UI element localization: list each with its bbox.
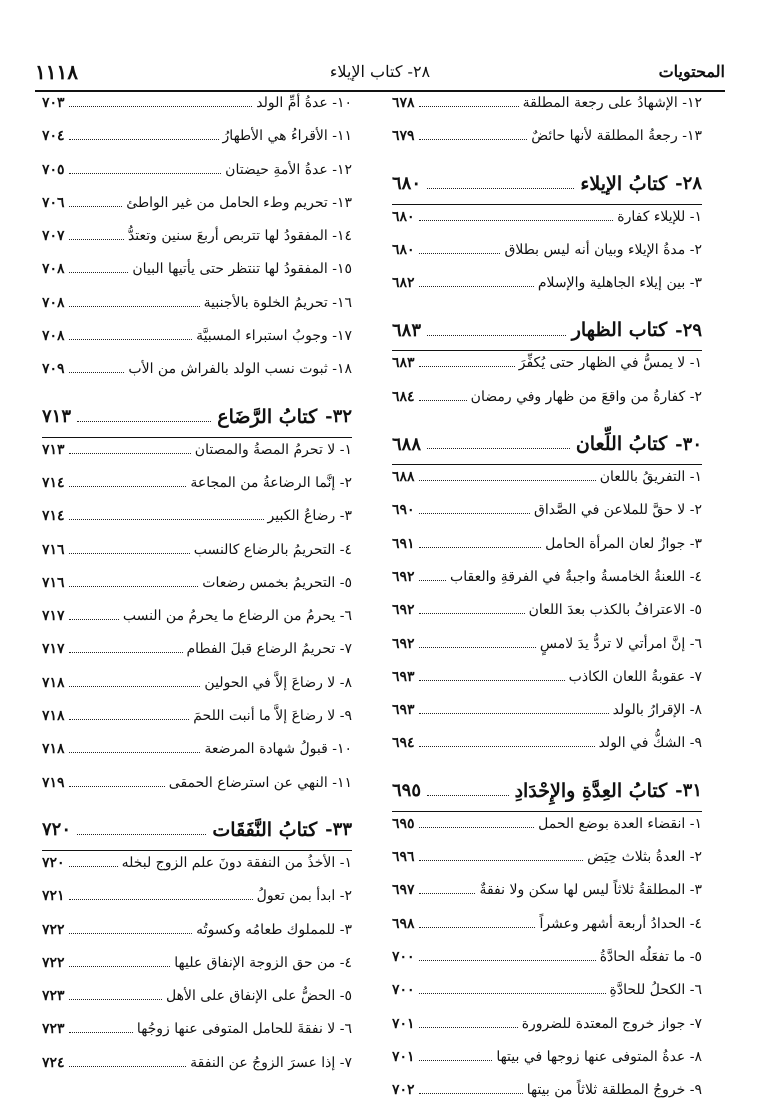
- dot-leader: [69, 891, 253, 900]
- chapter-title: كتابُ الإيلاء: [580, 172, 668, 195]
- dot-leader: [419, 572, 446, 581]
- toc-entry-page-number: ٦٩١: [392, 535, 415, 552]
- toc-entry-page-number: ٦٩٧: [392, 882, 415, 899]
- toc-entry[interactable]: [42, 955, 352, 988]
- toc-entry-title: ٢- إنَّما الرضاعةُ من المجاعة: [190, 474, 352, 491]
- toc-entry-page-number: ٧٢٤: [42, 1054, 65, 1071]
- chapter-number: ٣٣-: [325, 819, 352, 841]
- toc-entry-page-number: ٦٩٢: [392, 602, 415, 619]
- toc-entry-page-number: ٧١٨: [42, 674, 65, 691]
- toc-entry-title: ٩- خروجُ المطلقة ثلاثاً من بيتها: [526, 1082, 702, 1099]
- dot-leader: [419, 1085, 523, 1094]
- toc-entry-title: ١- لا تحرمُ المصةُ والمصتان: [194, 441, 352, 458]
- dot-leader: [419, 245, 501, 254]
- toc-entry-page-number: ٧٢٢: [42, 954, 65, 971]
- toc-entry-page-number: ٧٠٨: [42, 294, 65, 311]
- toc-entry-title: ٧- إذا عسرَ الزوجُ عن النفقة: [190, 1054, 352, 1071]
- toc-entry-title: ١٣- تحريم وطء الحامل من غير الواطئ: [126, 194, 352, 211]
- dot-leader: [69, 331, 193, 340]
- toc-entry-page-number: ٧٢٣: [42, 1021, 65, 1038]
- toc-entry[interactable]: [392, 1049, 702, 1082]
- dot-leader: [427, 439, 570, 450]
- toc-entry-page-number: ٦٩٨: [392, 915, 415, 932]
- toc-entry[interactable]: [42, 741, 352, 774]
- dot-leader: [419, 885, 476, 894]
- dot-leader: [419, 952, 596, 961]
- toc-entry[interactable]: [392, 469, 702, 502]
- toc-entry-title: ١٣- رجعةُ المطلقة لأنها حائضٌ: [531, 128, 702, 145]
- toc-entry-title: ١٤- المفقودُ لها تتربص أربعَ سنين وتعتدُّ: [127, 228, 352, 245]
- toc-entry-page-number: ٦٨٢: [392, 275, 415, 292]
- toc-entry-title: ٣- جوازُ لعان المرأة الحامل: [545, 535, 702, 552]
- toc-entry[interactable]: [392, 882, 702, 915]
- chapter-page-number: ٦٨٣: [392, 319, 422, 341]
- dot-leader: [69, 231, 124, 240]
- dot-leader: [69, 611, 119, 620]
- dot-leader: [69, 744, 201, 753]
- dot-leader: [419, 391, 467, 400]
- chapter-title: كتاب الظهار: [571, 319, 668, 342]
- dot-leader: [419, 852, 584, 861]
- toc-entry[interactable]: [392, 275, 702, 308]
- page-number: ١١١٨: [35, 60, 78, 84]
- dot-leader: [69, 677, 201, 686]
- toc-entry-title: ٥- الحضُّ على الإنفاق على الأهل: [165, 988, 352, 1005]
- toc-entry-page-number: ٧١٨: [42, 741, 65, 758]
- dot-leader: [69, 264, 129, 273]
- toc-entry-title: ٤- من حق الزوجة الإنفاق عليها: [174, 954, 352, 971]
- toc-entry[interactable]: [392, 916, 702, 949]
- toc-entry-page-number: ٦٩٣: [392, 668, 415, 685]
- dot-leader: [69, 577, 199, 586]
- dot-leader: [69, 1024, 133, 1033]
- dot-leader: [427, 325, 566, 336]
- toc-entry-title: ٢- لا حقَّ للملاعن في الصَّداق: [534, 502, 702, 519]
- dot-leader: [419, 538, 542, 547]
- toc-entry-page-number: ٧٠٣: [42, 95, 65, 111]
- toc-entry[interactable]: [42, 608, 352, 641]
- toc-entry-page-number: ٧٢٠: [42, 854, 65, 871]
- toc-entry-title: ٧- جواز خروج المعتدة للضرورة: [521, 1015, 702, 1032]
- dot-leader: [69, 131, 219, 140]
- toc-entry[interactable]: [392, 735, 702, 768]
- dot-leader: [69, 478, 187, 487]
- chapter-page-number: ٧٢٠: [42, 819, 72, 841]
- dot-leader: [69, 164, 222, 173]
- toc-entry-title: ٣- المطلقةُ ثلاثاً ليس لها سكن ولا نفقةٌ: [479, 882, 702, 899]
- toc-entry-page-number: ٧٢٣: [42, 988, 65, 1005]
- toc-entry[interactable]: [392, 669, 702, 702]
- chapter-number: ٣٠-: [675, 433, 702, 455]
- toc-entry-page-number: ٧٠٥: [42, 161, 65, 178]
- toc-entry-title: ٥- التحريمُ بخمس رضعات: [202, 574, 352, 591]
- toc-entry-title: ٧- تحريمُ الرضاع قبلَ الفطام: [186, 641, 352, 658]
- dot-leader: [419, 278, 534, 287]
- toc-entry[interactable]: [42, 195, 352, 228]
- toc-entry[interactable]: [42, 261, 352, 294]
- toc-entry[interactable]: [42, 95, 352, 128]
- dot-leader: [419, 1051, 493, 1060]
- toc-entry[interactable]: [42, 575, 352, 608]
- toc-entry-title: ٢- العدةُ بثلاث حِيَض: [587, 849, 702, 866]
- toc-entry-title: ٨- عدةُ المتوفى عنها زوجها في بيتها: [496, 1048, 702, 1065]
- dot-leader: [69, 924, 193, 933]
- chapter-number: ٢٨-: [675, 173, 702, 195]
- toc-entry-title: ٥- ما تفعَلُه الحادَّةُ: [599, 948, 702, 965]
- toc-entry-page-number: ٧١٨: [42, 708, 65, 725]
- toc-entry-page-number: ٧٠٨: [42, 261, 65, 278]
- dot-leader: [419, 605, 525, 614]
- dot-leader: [419, 358, 515, 367]
- dot-leader: [77, 825, 206, 836]
- chapter-heading[interactable]: [392, 164, 702, 205]
- toc-entry-page-number: ٧٠٧: [42, 228, 65, 245]
- chapter-title: كتابُ العِدَّةِ والإِحْدَادِ: [514, 779, 668, 802]
- toc-entry-title: ٢- ابدأ بمن تعولُ: [256, 888, 352, 905]
- running-chapter-title: ٢٨- كتاب الإيلاء: [329, 62, 431, 81]
- toc-entry-title: ١٢- الإشهادُ على رجعة المطلقة: [522, 95, 702, 111]
- toc-entry[interactable]: [392, 242, 702, 275]
- dot-leader: [69, 991, 162, 1000]
- chapter-page-number: ٦٨٠: [392, 173, 422, 195]
- toc-entry-title: ١- للإيلاء كفارة: [617, 208, 702, 225]
- toc-entry-title: ١- التفريقُ باللعان: [599, 469, 702, 486]
- toc-entry-page-number: ٦٩٥: [392, 815, 415, 832]
- dot-leader: [69, 198, 123, 207]
- toc-entry-title: ٨- لا رضاعَ إلاَّ في الحولين: [204, 674, 352, 691]
- toc-entry[interactable]: [42, 675, 352, 708]
- toc-entry-title: ٦- إنَّ امرأتي لا تردُّ يدَ لامسٍ: [539, 635, 702, 652]
- toc-entry[interactable]: [42, 855, 352, 888]
- toc-entry[interactable]: [392, 702, 702, 735]
- toc-entry-title: ٣- رضاعُ الكبير: [267, 508, 352, 525]
- toc-entry[interactable]: [42, 228, 352, 261]
- toc-entry[interactable]: [392, 1082, 702, 1115]
- toc-entry-title: ٥- الاعترافُ بالكذب بعدَ اللعان: [528, 602, 702, 619]
- toc-entry-title: ١- لا يمسُّ في الظهار حتى يُكفِّرَ: [518, 355, 702, 372]
- toc-entry-page-number: ٦٨٠: [392, 241, 415, 258]
- toc-entry[interactable]: [392, 949, 702, 982]
- dot-leader: [419, 671, 565, 680]
- toc-entry-page-number: ٧٠٨: [42, 328, 65, 345]
- section-title: المحتويات: [658, 62, 725, 81]
- toc-entry-title: ١٨- ثبوت نسب الولد بالفراش من الأب: [128, 361, 352, 378]
- toc-entry[interactable]: [42, 641, 352, 674]
- toc-entry-page-number: ٦٩٣: [392, 702, 415, 719]
- toc-entry[interactable]: [392, 209, 702, 242]
- toc-entry-title: ١٢- عدةُ الأمةِ حيضتان: [225, 161, 352, 178]
- toc-entry-page-number: ٧٢٢: [42, 921, 65, 938]
- toc-entry-title: ٩- الشكُّ في الولد: [598, 735, 702, 752]
- toc-entry-title: ٩- لا رضاعَ إلاَّ ما أنبت اللحمَ: [193, 708, 352, 725]
- toc-entry-title: ٨- الإقرارُ بالولد: [612, 702, 702, 719]
- dot-leader: [419, 705, 609, 714]
- chapter-heading[interactable]: [42, 810, 352, 851]
- dot-leader: [69, 711, 190, 720]
- dot-leader: [69, 511, 264, 520]
- dot-leader: [427, 178, 574, 189]
- dot-leader: [419, 738, 595, 747]
- toc-entry[interactable]: [42, 1055, 352, 1088]
- toc-entry-title: ١٥- المفقودُ لها تنتظر حتى يأتيها البيان: [132, 261, 352, 278]
- toc-entry-page-number: ٦٨٣: [392, 355, 415, 372]
- toc-entry-title: ٦- الكحلُ للحادَّةِ: [609, 982, 702, 999]
- toc-entry-title: ١٦- تحريمُ الخلوة بالأجنبية: [203, 294, 352, 311]
- toc-entry[interactable]: [42, 361, 352, 394]
- toc-entry[interactable]: [392, 389, 702, 422]
- page-header: [35, 60, 725, 92]
- toc-entry[interactable]: [392, 849, 702, 882]
- chapter-page-number: ٦٩٥: [392, 780, 422, 802]
- toc-entry[interactable]: [392, 1016, 702, 1049]
- toc-entry-page-number: ٧١٧: [42, 641, 65, 658]
- toc-entry-page-number: ٧١٤: [42, 474, 65, 491]
- toc-entry[interactable]: [42, 475, 352, 508]
- toc-entry[interactable]: [392, 355, 702, 388]
- dot-leader: [419, 98, 519, 107]
- toc-entry[interactable]: [42, 162, 352, 195]
- toc-entry[interactable]: [42, 128, 352, 161]
- toc-column-right: [392, 95, 702, 1115]
- dot-leader: [69, 957, 171, 966]
- toc-entry-title: ٢- كفارةُ من واقعَ من ظهار وفي رمضان: [470, 388, 702, 405]
- chapter-number: ٢٩-: [675, 319, 702, 341]
- toc-entry-title: ١٠- قبولُ شهادة المرضعة: [204, 741, 352, 758]
- toc-entry-title: ٣- بين إيلاء الجاهلية والإسلام: [537, 275, 702, 292]
- dot-leader: [77, 411, 211, 422]
- chapter-number: ٣٢-: [325, 406, 352, 428]
- toc-entry-title: ١٠- عدةُ أمِّ الولد: [256, 95, 352, 111]
- toc-entry[interactable]: [42, 328, 352, 361]
- dot-leader: [419, 918, 536, 927]
- toc-entry[interactable]: [392, 502, 702, 535]
- toc-entry-title: ٣- للمملوك طعامُه وكسوتُه: [196, 921, 352, 938]
- toc-entry-title: ٤- اللعنةُ الخامسةُ واجبةٌ في الفرقةِ والعقاب: [450, 568, 702, 585]
- dot-leader: [69, 858, 118, 867]
- toc-entry-title: ٧- عقوبةُ اللعان الكاذب: [568, 668, 702, 685]
- chapter-heading[interactable]: [42, 397, 352, 438]
- toc-entry-page-number: ٦٩٢: [392, 635, 415, 652]
- toc-entry-page-number: ٧٢١: [42, 888, 65, 905]
- toc-entry[interactable]: [392, 569, 702, 602]
- toc-entry-page-number: ٦٨٤: [392, 388, 415, 405]
- chapter-heading[interactable]: [392, 771, 702, 812]
- dot-leader: [419, 985, 606, 994]
- dot-leader: [419, 131, 528, 140]
- toc-entry-title: ٦- يحرمُ من الرضاع ما يحرمُ من النسب: [122, 608, 352, 625]
- toc-entry[interactable]: [42, 442, 352, 475]
- toc-entry[interactable]: [42, 988, 352, 1021]
- toc-entry-page-number: ٧١٧: [42, 608, 65, 625]
- toc-entry-page-number: ٧٠٢: [392, 1082, 415, 1099]
- toc-entry-page-number: ٧٠١: [392, 1048, 415, 1065]
- toc-entry-page-number: ٧٠٠: [392, 982, 415, 999]
- toc-entry-page-number: ٧٠٦: [42, 194, 65, 211]
- toc-entry-title: ١١- النهي عن استرضاع الحمقى: [168, 774, 352, 791]
- dot-leader: [419, 505, 530, 514]
- dot-leader: [69, 364, 125, 373]
- chapter-title: كتابُ الرَّضَاع: [217, 405, 318, 428]
- dot-leader: [419, 472, 596, 481]
- chapter-number: ٣١-: [675, 780, 702, 802]
- toc-entry-page-number: ٧١٩: [42, 774, 65, 791]
- toc-entry[interactable]: [42, 508, 352, 541]
- chapter-page-number: ٧١٣: [42, 406, 72, 428]
- toc-entry[interactable]: [42, 295, 352, 328]
- toc-entry[interactable]: [392, 602, 702, 635]
- toc-entry-page-number: ٦٨٨: [392, 469, 415, 486]
- dot-leader: [419, 638, 536, 647]
- toc-entry-page-number: ٦٨٠: [392, 208, 415, 225]
- toc-entry[interactable]: [42, 542, 352, 575]
- dot-leader: [69, 98, 253, 107]
- dot-leader: [69, 444, 191, 453]
- toc-entry[interactable]: [392, 128, 702, 161]
- toc-entry-page-number: ٧٠٠: [392, 948, 415, 965]
- toc-entry[interactable]: [392, 536, 702, 569]
- toc-entry[interactable]: [42, 922, 352, 955]
- dot-leader: [69, 1057, 187, 1066]
- chapter-title: كتابُ النَّفَقَات: [212, 818, 318, 841]
- toc-entry-title: ٦- لا نفقةَ للحامل المتوفى عنها زوجُها: [136, 1021, 352, 1038]
- toc-entry[interactable]: [42, 708, 352, 741]
- chapter-heading[interactable]: [392, 310, 702, 351]
- toc-entry-page-number: ٦٩٤: [392, 735, 415, 752]
- toc-column-left: [42, 95, 352, 1088]
- toc-entry-page-number: ٧١٤: [42, 508, 65, 525]
- toc-entry-page-number: ٧٠٤: [42, 128, 65, 145]
- toc-entry-title: ٤- الحدادُ أربعة أشهر وعشراً: [539, 915, 702, 932]
- toc-entry[interactable]: [42, 888, 352, 921]
- toc-entry-page-number: ٧٠١: [392, 1015, 415, 1032]
- toc-entry-title: ١- الأخذُ من النفقة دونَ علم الزوج لبخله: [121, 854, 352, 871]
- toc-entry-title: ١١- الأقراءُ هي الأطهارُ: [222, 128, 352, 145]
- dot-leader: [69, 777, 165, 786]
- dot-leader: [69, 297, 200, 306]
- toc-entry[interactable]: [392, 982, 702, 1015]
- chapter-page-number: ٦٨٨: [392, 433, 422, 455]
- toc-entry-title: ٢- مدةُ الإيلاء وبيان أنه ليس بطلاق: [504, 241, 702, 258]
- chapter-title: كتابُ اللِّعان: [575, 433, 668, 456]
- toc-entry[interactable]: [392, 636, 702, 669]
- dot-leader: [419, 211, 614, 220]
- toc-entry-page-number: ٦٧٩: [392, 128, 415, 145]
- toc-entry-title: ٤- التحريمُ بالرضاع كالنسب: [193, 541, 352, 558]
- dot-leader: [419, 818, 535, 827]
- toc-entry[interactable]: [392, 95, 702, 128]
- toc-entry-page-number: ٦٩٢: [392, 568, 415, 585]
- dot-leader: [419, 1018, 518, 1027]
- toc-entry-title: ١- انقضاء العدة بوضع الحمل: [538, 815, 702, 832]
- toc-entry-page-number: ٧١٦: [42, 574, 65, 591]
- toc-entry-page-number: ٧١٦: [42, 541, 65, 558]
- toc-entry-page-number: ٦٧٨: [392, 95, 415, 111]
- toc-entry-page-number: ٧١٣: [42, 441, 65, 458]
- toc-entry-page-number: ٦٩٦: [392, 849, 415, 866]
- toc-entry[interactable]: [392, 816, 702, 849]
- toc-entry[interactable]: [42, 1021, 352, 1054]
- toc-entry-title: ١٧- وجوبُ استبراء المسبيَّة: [196, 328, 352, 345]
- toc-entry[interactable]: [42, 775, 352, 808]
- toc-entry-page-number: ٧٠٩: [42, 361, 65, 378]
- toc-entry-page-number: ٦٩٠: [392, 502, 415, 519]
- dot-leader: [69, 644, 183, 653]
- dot-leader: [427, 785, 509, 796]
- dot-leader: [69, 544, 190, 553]
- chapter-heading[interactable]: [392, 424, 702, 465]
